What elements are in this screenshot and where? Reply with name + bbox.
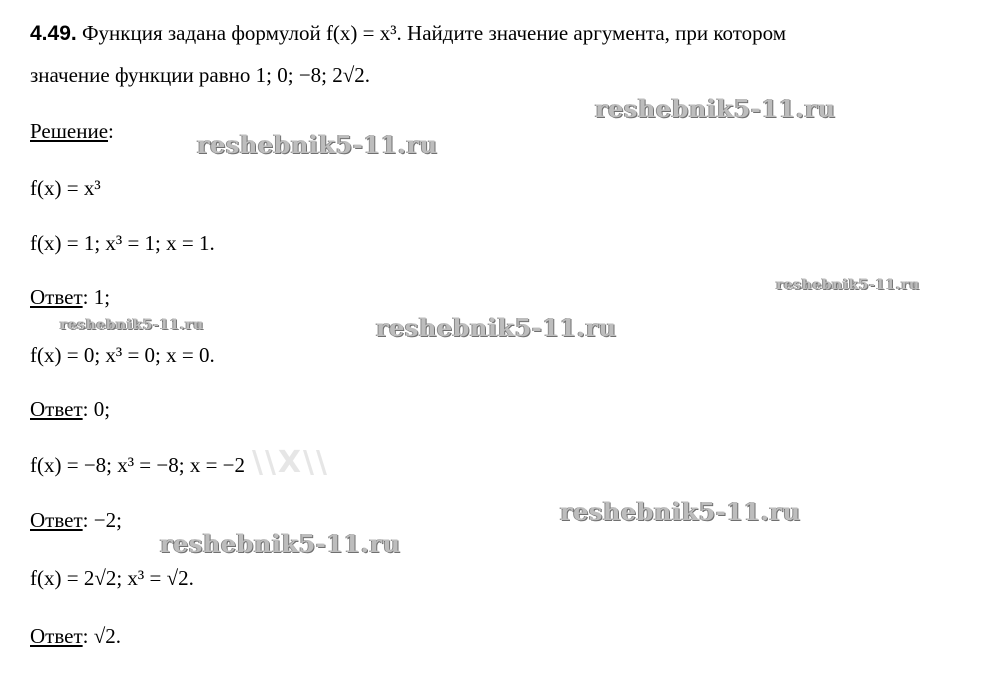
watermark: reshebnik5-11.ru bbox=[376, 313, 617, 342]
answer-label: Ответ bbox=[30, 624, 83, 648]
problem-text-1: Функция задана формулой f(x) = x³. Найдите значение аргумента, при котором bbox=[81, 21, 787, 45]
answer-value: : 1; bbox=[82, 285, 111, 309]
case-2-equation: f(x) = 0; x³ = 0; x = 0. bbox=[30, 343, 215, 367]
answer-label: Ответ bbox=[30, 285, 83, 309]
case-3-answer bbox=[30, 507, 122, 533]
problem-line-1 bbox=[30, 20, 786, 47]
answer-value: : √2. bbox=[82, 624, 122, 648]
faint-watermark: \\X\\ bbox=[252, 445, 329, 480]
case-1-equation: f(x) = 1; x³ = 1; x = 1. bbox=[30, 231, 215, 255]
solution-heading-label: Решение bbox=[30, 119, 109, 143]
solution-heading bbox=[30, 118, 114, 144]
solution-heading-colon: : bbox=[108, 119, 114, 143]
watermark: reshebnik5-11.ru bbox=[197, 130, 438, 159]
case-4-equation: f(x) = 2√2; x³ = √2. bbox=[30, 566, 194, 590]
function-formula: f(x) = x³ bbox=[30, 176, 101, 200]
problem-number: 4.49. bbox=[30, 22, 77, 45]
answer-value: : 0; bbox=[82, 397, 111, 421]
watermark: reshebnik5-11.ru bbox=[160, 529, 401, 558]
answer-label: Ответ bbox=[30, 508, 83, 532]
answer-value: : −2; bbox=[82, 508, 122, 532]
watermark: reshebnik5-11.ru bbox=[60, 317, 204, 333]
answer-label: Ответ bbox=[30, 397, 83, 421]
case-2-answer bbox=[30, 396, 110, 422]
watermark: reshebnik5-11.ru bbox=[776, 277, 920, 293]
case-1-answer bbox=[30, 284, 110, 310]
watermark: reshebnik5-11.ru bbox=[560, 497, 801, 526]
watermark: reshebnik5-11.ru bbox=[595, 94, 836, 123]
case-4-answer bbox=[30, 623, 121, 649]
case-3-equation: f(x) = −8; x³ = −8; x = −2 bbox=[30, 453, 246, 477]
problem-line-2 bbox=[30, 62, 370, 88]
problem-text-2: значение функции равно 1; 0; −8; 2√2. bbox=[30, 63, 371, 87]
